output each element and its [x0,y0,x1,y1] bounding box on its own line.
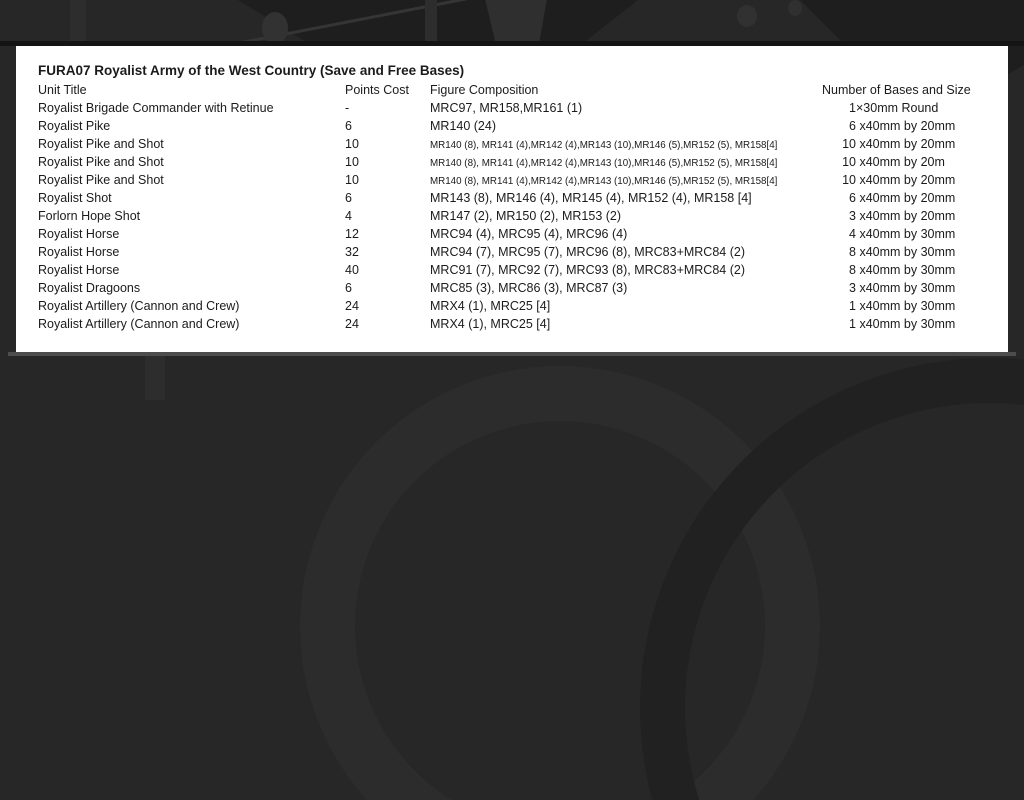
bases-size: x40mm by 20mm [856,191,956,205]
table-row [38,261,1008,279]
unit-title-cell: Forlorn Hope Shot [38,209,141,223]
unit-title-cell: Royalist Horse [38,245,120,259]
table-row [38,225,1008,243]
unit-title-cell: Royalist Artillery (Cannon and Crew) [38,317,240,331]
backdrop-shape [425,0,437,46]
bases-size: x40mm by 20mm [856,119,956,133]
table-row [38,135,1008,153]
bases-cell [822,99,992,117]
bases-cell [822,297,992,315]
bases-size: x40mm by 30mm [856,281,956,295]
table-row [38,99,1008,117]
figure-composition-cell: MR140 (24) [430,119,496,133]
col-header-bases: Number of Bases and Size [822,83,971,97]
table-row [38,171,1008,189]
figure-composition-cell: MRX4 (1), MRC25 [4] [430,299,551,313]
points-cost-cell: 6 [345,191,352,205]
bases-cell [822,135,992,153]
page-title: FURA07 Royalist Army of the West Country (Save and Free Bases) [38,63,465,78]
table-row [38,207,1008,225]
unit-title-cell: Royalist Dragoons [38,281,141,295]
bases-count: 1 [849,317,856,331]
col-header-figure-composition: Figure Composition [430,83,539,97]
bases-size: x40mm by 30mm [856,227,956,241]
bases-cell [822,153,992,171]
col-header-points-cost: Points Cost [345,83,409,97]
table-row [38,315,1008,333]
table-row [38,153,1008,171]
points-cost-cell: 10 [345,137,359,151]
points-cost-cell: 6 [345,119,352,133]
backdrop-shape [70,0,86,46]
bases-cell [822,243,992,261]
backdrop-shape [145,352,165,400]
figure-composition-cell: MRC85 (3), MRC86 (3), MRC87 (3) [430,281,628,295]
backdrop-shape [788,0,802,16]
points-cost-cell: 4 [345,209,352,223]
bases-cell [822,261,992,279]
unit-title-cell: Royalist Pike and Shot [38,173,164,187]
bases-count: 10 [842,137,856,151]
table-header-row [38,81,1008,99]
bases-cell [822,225,992,243]
bases-cell [822,315,992,333]
unit-title-cell: Royalist Horse [38,263,120,277]
points-cost-cell: 40 [345,263,359,277]
points-cost-cell: 10 [345,173,359,187]
unit-title-cell: Royalist Pike [38,119,111,133]
table-row [38,297,1008,315]
backdrop-shape [737,5,757,27]
points-cost-cell: 12 [345,227,359,241]
figure-composition-cell: MRX4 (1), MRC25 [4] [430,317,551,331]
figure-composition-cell: MRC94 (7), MRC95 (7), MRC96 (8), MRC83+MRC84 (2) [430,245,745,259]
unit-title-cell: Royalist Pike and Shot [38,137,164,151]
figure-composition-cell: MRC97, MR158,MR161 (1) [430,101,583,115]
figure-composition-cell: MR140 (8), MR141 (4),MR142 (4),MR143 (10),MR146 (5),MR152 (5), MR158[4] [430,140,778,151]
points-cost-cell: 32 [345,245,359,259]
table-row [38,279,1008,297]
bases-size: x40mm by 20mm [856,209,956,223]
bases-count: 8 [849,263,856,277]
bases-cell [822,117,992,135]
unit-title-cell: Royalist Horse [38,227,120,241]
bases-count: 8 [849,245,856,259]
unit-title-cell: Royalist Pike and Shot [38,155,164,169]
panel-bottom-shadow [8,352,1016,356]
figure-composition-cell: MRC94 (4), MRC95 (4), MRC96 (4) [430,227,628,241]
figure-composition-cell: MR140 (8), MR141 (4),MR142 (4),MR143 (10),MR146 (5),MR152 (5), MR158[4] [430,158,778,169]
bases-size: x40mm by 20mm [856,137,956,151]
unit-title-cell: Royalist Artillery (Cannon and Crew) [38,299,240,313]
bases-cell [822,189,992,207]
bases-size: x40mm by 20mm [856,173,956,187]
bases-size: x40mm by 30mm [856,263,956,277]
figure-composition-cell: MR147 (2), MR150 (2), MR153 (2) [430,209,622,223]
points-cost-cell: - [345,101,350,115]
bases-size: x40mm by 20m [856,155,945,169]
col-header-unit-title: Unit Title [38,83,87,97]
bases-cell [822,171,992,189]
points-cost-cell: 6 [345,281,352,295]
points-cost-cell: 24 [345,299,359,313]
backdrop-shape [262,12,288,44]
points-cost-cell: 10 [345,155,359,169]
table-row [38,189,1008,207]
bases-count: 6 [849,119,856,133]
bases-count: 10 [842,173,856,187]
bases-count: 10 [842,155,856,169]
bases-cell [822,207,992,225]
bases-count: 1 [849,299,856,313]
bases-count: 6 [849,191,856,205]
points-cost-cell: 24 [345,317,359,331]
figure-composition-cell: MR140 (8), MR141 (4),MR142 (4),MR143 (10),MR146 (5),MR152 (5), MR158[4] [430,176,778,187]
unit-title-cell: Royalist Shot [38,191,112,205]
bases-cell [822,279,992,297]
bases-size: x40mm by 30mm [856,299,956,313]
bases-size: ×30mm Round [856,101,939,115]
bases-count: 3 [849,209,856,223]
army-list-panel [16,46,1008,352]
bases-size: x40mm by 30mm [856,317,956,331]
unit-title-cell: Royalist Brigade Commander with Retinue [38,101,274,115]
bases-count: 4 [849,227,856,241]
bases-count: 1 [849,101,856,115]
table-row [38,117,1008,135]
table-row [38,243,1008,261]
bases-count: 3 [849,281,856,295]
figure-composition-cell: MRC91 (7), MRC92 (7), MRC93 (8), MRC83+MRC84 (2) [430,263,745,277]
figure-composition-cell: MR143 (8), MR146 (4), MR145 (4), MR152 (4), MR158 [4] [430,191,752,205]
bases-size: x40mm by 30mm [856,245,956,259]
